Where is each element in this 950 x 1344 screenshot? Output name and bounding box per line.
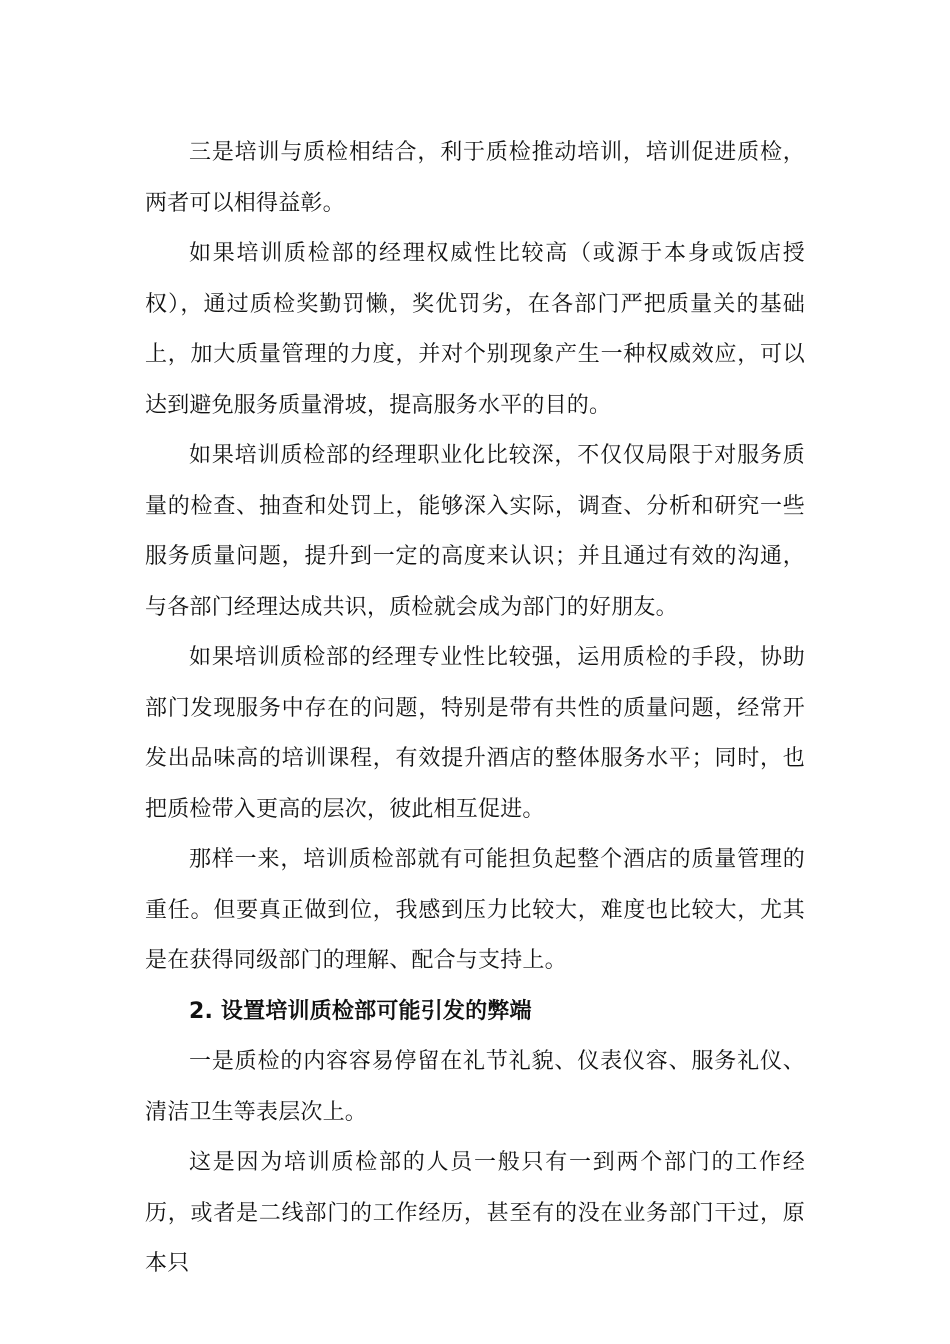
- paragraph-responsibility: 那样一来，培训质检部就有可能担负起整个酒店的质量管理的重任。但要真正做到位，我感到压力比较大，难度也比较大，尤其是在获得同级部门的理解、配合与支持上。: [145, 847, 805, 973]
- document-body: [145, 128, 805, 1290]
- paragraph-drawback-reason: 这是因为培训质检部的人员一般只有一到两个部门的工作经历，或者是二线部门的工作经历，甚至有的没在业务部门干过，原本只: [145, 1150, 805, 1276]
- paragraph-benefit-three: 三是培训与质检相结合，利于质检推动培训，培训促进质检，两者可以相得益彰。: [145, 140, 805, 216]
- section-heading-drawbacks: 2. 设置培训质检部可能引发的弊端: [189, 998, 532, 1024]
- paragraph-authority: 如果培训质检部的经理权威性比较高（或源于本身或饭店授权），通过质检奖勤罚懒，奖优罚劣，在各部门严把质量关的基础上，加大质量管理的力度，并对个别现象产生一种权威效应，可以达到避免服务质量滑坡，提高服务水平的目的。: [145, 241, 805, 418]
- paragraph-expertise: 如果培训质检部的经理专业性比较强，运用质检的手段，协助部门发现服务中存在的问题，特别是带有共性的质量问题，经常开发出品味高的培训课程，有效提升酒店的整体服务水平；同时，也把质检带入更高的层次，彼此相互促进。: [145, 645, 805, 822]
- paragraph-drawback-one: 一是质检的内容容易停留在礼节礼貌、仪表仪容、服务礼仪、清洁卫生等表层次上。: [145, 1049, 805, 1125]
- paragraph-professionalism: 如果培训质检部的经理职业化比较深，不仅仅局限于对服务质量的检查、抽查和处罚上，能够深入实际，调查、分析和研究一些服务质量问题，提升到一定的高度来认识；并且通过有效的沟通，与各部门经理达成共识，质检就会成为部门的好朋友。: [145, 443, 805, 620]
